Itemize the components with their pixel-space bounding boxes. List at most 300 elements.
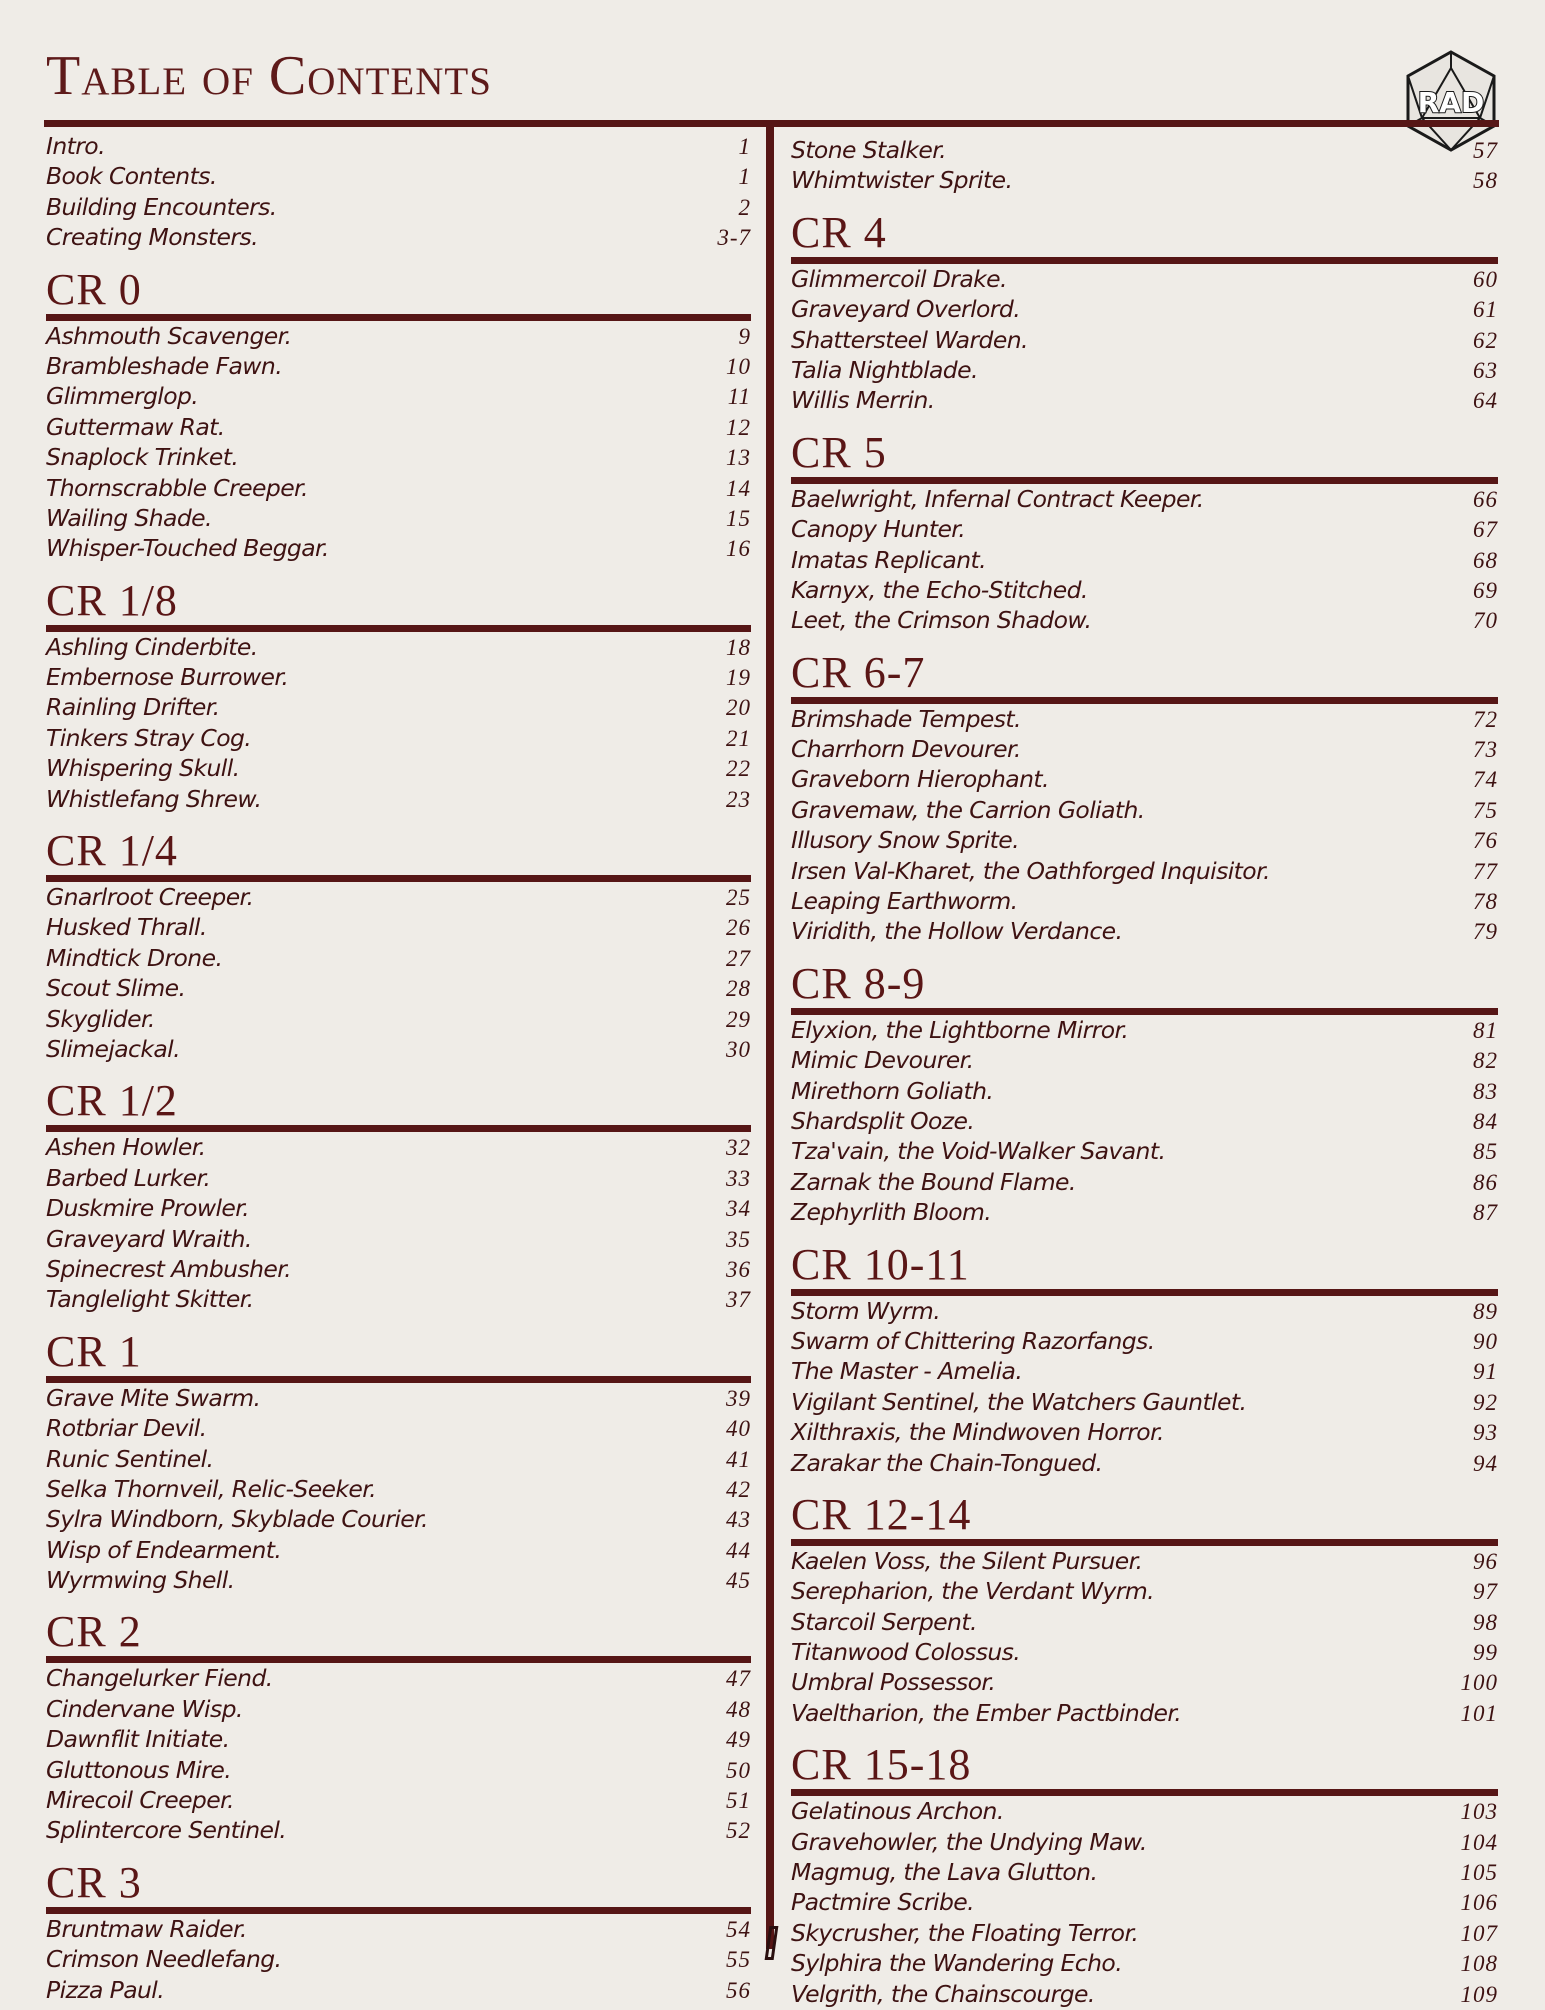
entry-name: Illusory Snow Sprite. (791, 826, 1019, 855)
entry-page-number: 79 (1473, 919, 1498, 945)
entry-name: Pactmire Scribe. (791, 1888, 974, 1917)
entry-page-number: 2 (738, 194, 751, 220)
entry-name: Viridith, the Hollow Verdance. (791, 917, 1123, 946)
entry-page-number: 105 (1460, 1860, 1498, 1886)
entry-name: Whispering Skull. (46, 754, 240, 783)
entry-page-number: 70 (1473, 608, 1498, 634)
section-heading: CR 5 (791, 427, 887, 477)
entry-page-number: 35 (726, 1226, 751, 1252)
entry-name: Husked Thrall. (46, 913, 207, 942)
toc-entry[interactable] (791, 826, 1498, 856)
entry-page-number: 45 (726, 1568, 751, 1594)
entry-page-number: 84 (1473, 1108, 1498, 1134)
toc-entry[interactable] (46, 1285, 751, 1315)
section-heading: CR 3 (46, 1857, 142, 1907)
entry-page-number: 83 (1473, 1078, 1498, 1104)
entry-page-number: 67 (1473, 517, 1498, 543)
toc-entry[interactable] (46, 944, 751, 974)
entry-name: Elyxion, the Lightborne Mirror. (791, 1015, 1129, 1044)
entry-page-number: 97 (1473, 1579, 1498, 1605)
entry-name: Graveyard Wraith. (46, 1224, 252, 1253)
entry-name: Wisp of Endearment. (46, 1535, 282, 1564)
toc-entry[interactable] (46, 132, 751, 162)
section-rule (46, 1907, 751, 1914)
toc-entry[interactable] (46, 1664, 751, 1694)
entry-page-number: 64 (1473, 388, 1498, 414)
entry-page-number: 91 (1473, 1359, 1498, 1385)
toc-entry[interactable] (46, 223, 751, 253)
entry-name: Whimtwister Sprite. (791, 166, 1013, 195)
entry-name: Zephyrlith Bloom. (791, 1198, 992, 1227)
entry-name: Mimic Devourer. (791, 1046, 974, 1075)
toc-entry[interactable] (791, 1198, 1498, 1228)
entry-page-number: 43 (726, 1507, 751, 1533)
toc-entry[interactable] (46, 913, 751, 943)
entry-name: Talia Nightblade. (791, 355, 978, 384)
entry-page-number: 11 (727, 384, 751, 410)
toc-entry[interactable] (46, 1816, 751, 1846)
header-rule (44, 120, 1499, 127)
entry-page-number: 40 (726, 1416, 751, 1442)
entry-page-number: 74 (1473, 767, 1498, 793)
section-heading: CR 1/8 (46, 575, 178, 625)
section-rule (791, 1008, 1498, 1015)
entry-page-number: 47 (726, 1666, 751, 1692)
entry-page-number: 10 (726, 353, 751, 379)
entry-name: Zarakar the Chain-Tongued. (791, 1448, 1103, 1477)
entry-name: Gravehowler, the Undying Maw. (791, 1827, 1147, 1856)
entry-name: Charrhorn Devourer. (791, 735, 1021, 764)
section-heading: CR 6-7 (791, 647, 926, 697)
entry-name: Wailing Shade. (46, 503, 212, 532)
entry-name: Ashen Howler. (46, 1133, 206, 1162)
toc-entry[interactable] (46, 1945, 751, 1975)
toc-entry[interactable] (46, 1566, 751, 1596)
section-heading: CR 1/4 (46, 826, 178, 876)
entry-name: Sylra Windborn, Skyblade Courier. (46, 1505, 428, 1534)
section-heading: CR 8-9 (791, 958, 926, 1008)
toc-entry[interactable] (791, 1077, 1498, 1107)
entry-page-number: 63 (1473, 357, 1498, 383)
toc-entry[interactable] (46, 534, 751, 564)
entry-name: Mirethorn Goliath. (791, 1076, 994, 1105)
entry-name: Embernose Burrower. (46, 663, 289, 692)
entry-page-number: 30 (726, 1036, 751, 1062)
entry-page-number: 42 (726, 1476, 751, 1502)
entry-name: Irsen Val-Kharet, the Oathforged Inquisitor. (791, 856, 1270, 885)
toc-entry[interactable] (46, 162, 751, 192)
entry-page-number: 12 (726, 414, 751, 440)
toc-entry[interactable] (46, 1194, 751, 1224)
toc-entry[interactable] (791, 1577, 1498, 1607)
toc-entry[interactable] (791, 1980, 1498, 2010)
toc-entry[interactable] (791, 1046, 1498, 1076)
entry-name: Grave Mite Swarm. (46, 1383, 261, 1412)
section-rule (791, 1539, 1498, 1546)
toc-entry[interactable] (791, 1949, 1498, 1979)
toc-entry[interactable] (46, 1225, 751, 1255)
toc-entry[interactable] (791, 765, 1498, 795)
toc-entry[interactable] (791, 1547, 1498, 1577)
toc-entry[interactable] (791, 386, 1498, 416)
toc-entry[interactable] (791, 1297, 1498, 1327)
entry-page-number: 48 (726, 1696, 751, 1722)
entry-name: Gravemaw, the Carrion Goliath. (791, 795, 1145, 824)
entry-name: Karnyx, the Echo-Stitched. (791, 575, 1088, 604)
entry-name: Tza'vain, the Void-Walker Savant. (791, 1137, 1166, 1166)
entry-page-number: 87 (1473, 1200, 1498, 1226)
section-heading: CR 15-18 (791, 1740, 972, 1790)
entry-name: Tanglelight Skitter. (46, 1285, 254, 1314)
entry-page-number: 22 (726, 756, 751, 782)
entry-name: Book Contents. (46, 162, 217, 191)
entry-page-number: 106 (1460, 1890, 1498, 1916)
entry-page-number: 19 (726, 665, 751, 691)
toc-entry[interactable] (791, 735, 1498, 765)
entry-page-number: 73 (1473, 737, 1498, 763)
entry-name: Guttermaw Rat. (46, 412, 225, 441)
entry-name: Crimson Needlefang. (46, 1945, 282, 1974)
entry-name: Gluttonous Mire. (46, 1755, 232, 1784)
entry-page-number: 98 (1473, 1609, 1498, 1635)
entry-page-number: 39 (726, 1385, 751, 1411)
toc-entry[interactable] (46, 754, 751, 784)
section-rule (791, 1789, 1498, 1796)
toc-entry[interactable] (791, 576, 1498, 606)
entry-name: Gelatinous Archon. (791, 1797, 1004, 1826)
entry-name: Building Encounters. (46, 192, 277, 221)
entry-name: Glimmerglop. (46, 382, 199, 411)
toc-entry[interactable] (46, 974, 751, 1004)
toc-entry[interactable] (791, 1137, 1498, 1167)
section-rule (791, 477, 1498, 484)
entry-page-number: 57 (1473, 138, 1498, 163)
section-heading: CR 12-14 (791, 1489, 972, 1539)
toc-entry[interactable] (791, 1107, 1498, 1137)
toc-entry[interactable] (791, 326, 1498, 356)
toc-entry[interactable] (46, 1035, 751, 1065)
entry-name: Canopy Hunter. (791, 515, 966, 544)
entry-page-number: 37 (726, 1287, 751, 1313)
entry-page-number: 3-7 (717, 225, 751, 251)
entry-name: Ashling Cinderbite. (46, 632, 258, 661)
toc-entry[interactable] (791, 1449, 1498, 1479)
entry-name: Umbral Possessor. (791, 1668, 996, 1697)
entry-name: Duskmire Prowler. (46, 1194, 250, 1223)
toc-entry[interactable] (791, 136, 1498, 166)
toc-entry[interactable] (791, 1858, 1498, 1888)
entry-page-number: 96 (1473, 1548, 1498, 1574)
toc-entry[interactable] (46, 443, 751, 473)
toc-entry[interactable] (791, 1828, 1498, 1858)
entry-name: Spinecrest Ambusher. (46, 1254, 292, 1283)
entry-name: Rainling Drifter. (46, 693, 220, 722)
toc-entry[interactable] (46, 1505, 751, 1535)
toc-entry[interactable] (46, 1536, 751, 1566)
column-divider (766, 127, 774, 1949)
entry-page-number: 28 (726, 976, 751, 1002)
entry-page-number: 99 (1473, 1640, 1498, 1666)
toc-entry[interactable] (46, 504, 751, 534)
entry-name: Swarm of Chittering Razorfangs. (791, 1326, 1155, 1355)
toc-entry[interactable] (46, 663, 751, 693)
entry-name: Skyglider. (46, 1004, 155, 1033)
toc-entry[interactable] (791, 485, 1498, 515)
entry-name: Kaelen Voss, the Silent Pursuer. (791, 1546, 1143, 1575)
toc-entry[interactable] (791, 356, 1498, 386)
entry-name: Whistlefang Shrew. (46, 784, 262, 813)
toc-entry[interactable] (46, 1695, 751, 1725)
entry-page-number: 78 (1473, 889, 1498, 915)
entry-page-number: 20 (726, 695, 751, 721)
entry-name: Magmug, the Lava Glutton. (791, 1858, 1098, 1887)
entry-name: Rotbriar Devil. (46, 1414, 207, 1443)
entry-page-number: 29 (726, 1006, 751, 1032)
toc-entry[interactable] (791, 1668, 1498, 1698)
entry-page-number: 107 (1460, 1920, 1498, 1946)
section-heading: CR 0 (46, 264, 142, 314)
entry-name: Bruntmaw Raider. (46, 1914, 247, 1943)
entry-page-number: 44 (726, 1537, 751, 1563)
section-heading: CR 4 (791, 207, 887, 257)
entry-page-number: 49 (726, 1727, 751, 1753)
entry-name: Ashmouth Scavenger. (46, 321, 292, 350)
section-heading: CR 2 (46, 1607, 142, 1657)
entry-page-number: 103 (1460, 1799, 1498, 1825)
entry-name: Thornscrabble Creeper. (46, 473, 308, 502)
toc-entry[interactable] (46, 352, 751, 382)
section-rule (46, 314, 751, 321)
toc-entry[interactable] (46, 1133, 751, 1163)
entry-name: Starcoil Serpent. (791, 1607, 977, 1636)
entry-name: Wyrmwing Shell. (46, 1566, 235, 1595)
entry-name: Baelwright, Infernal Contract Keeper. (791, 484, 1204, 513)
toc-entry[interactable] (791, 1888, 1498, 1918)
entry-name: Cindervane Wisp. (46, 1694, 243, 1723)
toc-entry[interactable] (46, 785, 751, 815)
section-rule (791, 697, 1498, 704)
toc-entry[interactable] (791, 1797, 1498, 1827)
entry-page-number: 32 (726, 1135, 751, 1161)
section-heading: CR 1 (46, 1326, 142, 1376)
entry-page-number: 41 (726, 1446, 751, 1472)
section-rule (46, 1376, 751, 1383)
entry-page-number: 77 (1473, 858, 1498, 884)
entry-page-number: 89 (1473, 1298, 1498, 1324)
toc-entry[interactable] (46, 413, 751, 443)
toc-entry[interactable] (46, 322, 751, 352)
entry-page-number: 50 (726, 1757, 751, 1783)
entry-name: Graveborn Hierophant. (791, 765, 1049, 794)
toc-entry[interactable] (791, 1418, 1498, 1448)
entry-name: Velgrith, the Chainscourge. (791, 1979, 1095, 2008)
entry-page-number: 18 (726, 634, 751, 660)
entry-name: Shardsplit Ooze. (791, 1106, 975, 1135)
toc-entry[interactable] (791, 1608, 1498, 1638)
entry-page-number: 72 (1473, 706, 1498, 732)
toc-entry[interactable] (46, 382, 751, 412)
toc-entry[interactable] (791, 1919, 1498, 1949)
entry-page-number: 58 (1473, 168, 1498, 194)
toc-entry[interactable] (46, 633, 751, 663)
entry-name: Imatas Replicant. (791, 545, 987, 574)
entry-name: Vaeltharion, the Ember Pactbinder. (791, 1698, 1182, 1727)
right-column (791, 136, 1498, 2010)
entry-name: Slimejackal. (46, 1034, 180, 1063)
entry-page-number: 9 (738, 323, 751, 349)
toc-entry[interactable] (791, 857, 1498, 887)
toc-entry[interactable] (46, 883, 751, 913)
toc-entry[interactable] (46, 1786, 751, 1816)
toc-entry[interactable] (791, 606, 1498, 636)
toc-entry[interactable] (791, 1016, 1498, 1046)
toc-entry[interactable] (46, 474, 751, 504)
toc-entry[interactable] (46, 1976, 751, 2006)
entry-page-number: 85 (1473, 1139, 1498, 1165)
entry-name: Graveyard Overlord. (791, 295, 1021, 324)
entry-page-number: 90 (1473, 1328, 1498, 1354)
entry-page-number: 82 (1473, 1048, 1498, 1074)
entry-name: Titanwood Colossus. (791, 1638, 1021, 1667)
entry-name: Intro. (46, 132, 105, 160)
entry-page-number: 16 (726, 536, 751, 562)
toc-entry[interactable] (791, 265, 1498, 295)
entry-page-number: 27 (726, 945, 751, 971)
entry-page-number: 76 (1473, 828, 1498, 854)
entry-page-number: 75 (1473, 797, 1498, 823)
toc-entry[interactable] (791, 705, 1498, 735)
toc-entry[interactable] (46, 193, 751, 223)
toc-entry[interactable] (46, 693, 751, 723)
entry-page-number: 52 (726, 1818, 751, 1844)
section-rule (791, 257, 1498, 264)
entry-name: Scout Slime. (46, 974, 186, 1003)
entry-name: Vigilant Sentinel, the Watchers Gauntlet. (791, 1387, 1247, 1416)
entry-page-number: 1 (738, 134, 751, 159)
logo-text: RAD (1417, 86, 1485, 119)
toc-entry[interactable] (791, 1357, 1498, 1387)
entry-name: Shattersteel Warden. (791, 325, 1028, 354)
toc-entry[interactable] (791, 887, 1498, 917)
entry-name: Storm Wyrm. (791, 1296, 941, 1325)
entry-page-number: 54 (726, 1916, 751, 1942)
entry-name: Zarnak the Bound Flame. (791, 1167, 1076, 1196)
section-heading: CR 1/2 (46, 1076, 178, 1126)
toc-entry[interactable] (791, 1699, 1498, 1729)
toc-entry[interactable] (46, 1475, 751, 1505)
toc-entry[interactable] (791, 515, 1498, 545)
entry-name: Dawnflit Initiate. (46, 1725, 230, 1754)
toc-entry[interactable] (46, 1005, 751, 1035)
entry-name: Selka Thornveil, Relic-Seeker. (46, 1474, 377, 1503)
entry-page-number: 26 (726, 915, 751, 941)
entry-name: Brambleshade Fawn. (46, 351, 283, 380)
entry-page-number: 14 (726, 475, 751, 501)
entry-name: Serepharion, the Verdant Wyrm. (791, 1577, 1155, 1606)
entry-page-number: 108 (1460, 1951, 1498, 1977)
entry-page-number: 66 (1473, 486, 1498, 512)
toc-entry[interactable] (46, 1725, 751, 1755)
entry-page-number: 68 (1473, 547, 1498, 573)
entry-page-number: 62 (1473, 327, 1498, 353)
toc-entry[interactable] (46, 1255, 751, 1285)
entry-name: Barbed Lurker. (46, 1163, 211, 1192)
toc-entry[interactable] (791, 546, 1498, 576)
section-rule (791, 1289, 1498, 1296)
toc-entry[interactable] (791, 1388, 1498, 1418)
entry-page-number: 104 (1460, 1829, 1498, 1855)
entry-name: Changelurker Fiend. (46, 1664, 273, 1693)
entry-page-number: 51 (726, 1788, 751, 1814)
entry-name: Gnarlroot Creeper. (46, 883, 254, 912)
section-heading: CR 10-11 (791, 1239, 970, 1289)
section-rule (46, 875, 751, 882)
entry-name: Brimshade Tempest. (791, 704, 1021, 733)
entry-page-number: 81 (1473, 1017, 1498, 1043)
toc-entry[interactable] (46, 724, 751, 754)
section-rule (46, 1125, 751, 1132)
entry-page-number: 109 (1460, 1981, 1498, 2007)
toc-entry[interactable] (46, 1164, 751, 1194)
entry-name: Glimmercoil Drake. (791, 264, 1007, 293)
toc-entry[interactable] (791, 917, 1498, 947)
entry-name: Whisper-Touched Beggar. (46, 534, 329, 563)
entry-name: Creating Monsters. (46, 223, 258, 252)
entry-page-number: 21 (726, 725, 751, 751)
toc-entry[interactable] (791, 1638, 1498, 1668)
entry-page-number: 23 (726, 786, 751, 812)
entry-page-number: 55 (726, 1947, 751, 1973)
toc-entry[interactable] (46, 1384, 751, 1414)
entry-name: Skycrusher, the Floating Terror. (791, 1918, 1139, 1947)
entry-name: Sylphira the Wandering Echo. (791, 1949, 1123, 1978)
toc-entry[interactable] (46, 1915, 751, 1945)
toc-entry[interactable] (791, 1168, 1498, 1198)
entry-page-number: 33 (726, 1165, 751, 1191)
entry-name: Runic Sentinel. (46, 1444, 214, 1473)
entry-name: Snaplock Trinket. (46, 443, 239, 472)
entry-name: Stone Stalker. (791, 136, 947, 164)
entry-name: Mirecoil Creeper. (46, 1786, 234, 1815)
entry-page-number: 101 (1460, 1700, 1498, 1726)
entry-page-number: 34 (726, 1196, 751, 1222)
entry-page-number: 61 (1473, 297, 1498, 323)
entry-page-number: 15 (726, 505, 751, 531)
entry-page-number: 1 (738, 164, 751, 190)
toc-entry[interactable] (791, 295, 1498, 325)
left-column (46, 132, 751, 2006)
entry-name: Splintercore Sentinel. (46, 1816, 287, 1845)
toc-entry[interactable] (46, 1414, 751, 1444)
toc-entry[interactable] (791, 796, 1498, 826)
toc-entry[interactable] (791, 166, 1498, 196)
entry-name: Leet, the Crimson Shadow. (791, 606, 1092, 635)
entry-page-number: 86 (1473, 1169, 1498, 1195)
toc-entry[interactable] (46, 1756, 751, 1786)
toc-entry[interactable] (791, 1327, 1498, 1357)
entry-page-number: 92 (1473, 1389, 1498, 1415)
entry-page-number: 100 (1460, 1670, 1498, 1696)
entry-name: Leaping Earthworm. (791, 887, 1018, 916)
entry-name: Xilthraxis, the Mindwoven Horror. (791, 1418, 1164, 1447)
toc-entry[interactable] (46, 1445, 751, 1475)
entry-page-number: 69 (1473, 577, 1498, 603)
entry-name: Tinkers Stray Cog. (46, 723, 252, 752)
entry-page-number: 36 (726, 1256, 751, 1282)
entry-name: Mindtick Drone. (46, 943, 223, 972)
entry-page-number: 25 (726, 885, 751, 911)
entry-page-number: 60 (1473, 266, 1498, 292)
